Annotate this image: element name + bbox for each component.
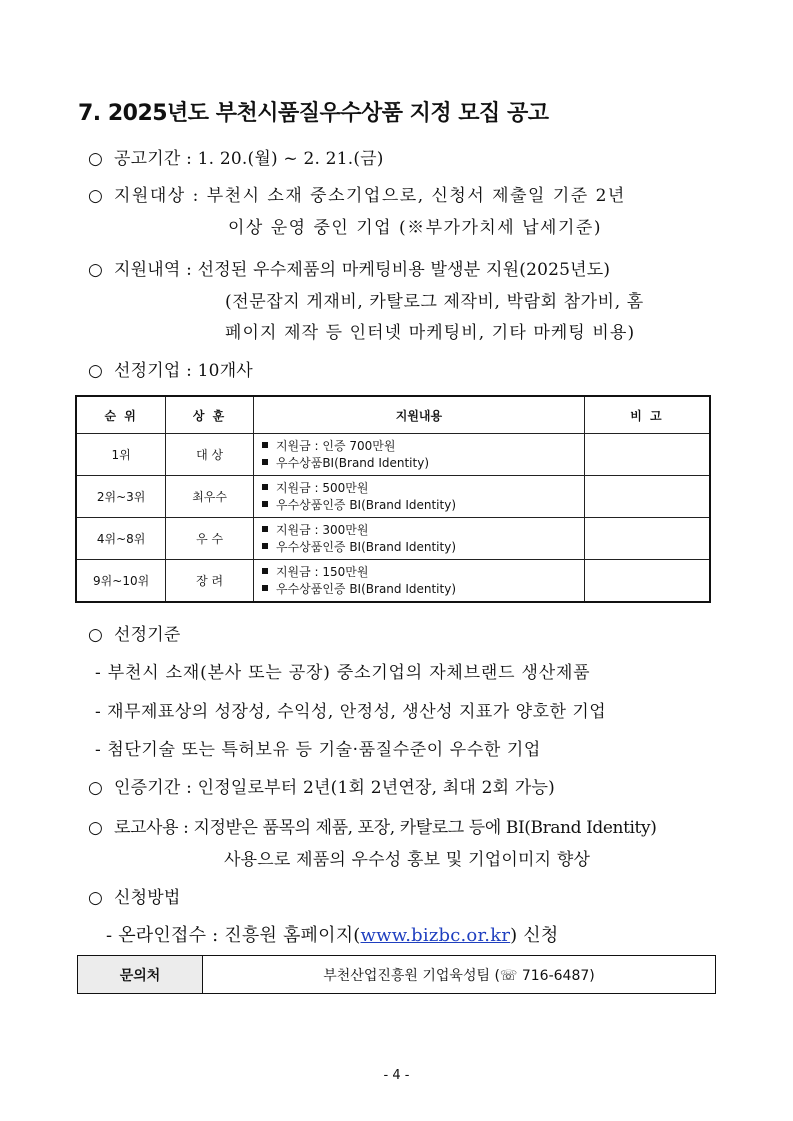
cert-period-colon: : (186, 778, 193, 798)
contact-row (78, 956, 716, 994)
dash-marker: - (106, 925, 113, 946)
support-text-3: 페이지 제작 등 인터넷 마케팅비, 기타 마케팅 비용) (225, 323, 636, 343)
criteria-text: 부천시 소재(본사 또는 공장) 중소기업의 자체브랜드 생산제품 (107, 663, 591, 683)
selected-colon: : (186, 361, 193, 381)
support-item-text: 우수상품인증 BI(Brand Identity) (275, 497, 457, 512)
criteria-text: 첨단기술 또는 특허보유 등 기술·품질수준이 우수한 기업 (107, 740, 541, 760)
bullet-circle: ○ (88, 818, 103, 838)
apply-online-line (106, 921, 558, 947)
support-cell (253, 476, 584, 518)
apply-label: 신청방법 (114, 888, 181, 908)
apply-line (88, 883, 181, 908)
rank-cell: 4위~8위 (76, 518, 166, 560)
table-row (76, 518, 710, 560)
support-item (262, 497, 584, 514)
square-bullet-icon (262, 484, 268, 490)
cert-period-label: 인증기간 (114, 778, 181, 798)
contact-label: 문의처 (78, 956, 203, 994)
criteria-item (95, 658, 590, 683)
header-note: 비 고 (584, 396, 710, 434)
period-value: 1. 20.(월) ~ 2. 21.(금) (197, 149, 384, 169)
period-label: 공고기간 (114, 149, 181, 169)
support-item (262, 564, 584, 581)
square-bullet-icon (262, 543, 268, 549)
criteria-item (95, 697, 606, 722)
cert-period-line (88, 773, 555, 798)
logo-use-colon: : (183, 818, 189, 838)
homepage-link[interactable]: www.bizbc.or.kr (360, 925, 511, 946)
page-number: - 4 - (383, 1068, 410, 1083)
bullet-circle: ○ (88, 149, 104, 169)
square-bullet-icon (262, 568, 268, 574)
support-item (262, 539, 584, 556)
support-item (262, 522, 584, 539)
square-bullet-icon (262, 442, 268, 448)
logo-use-line (88, 813, 656, 838)
table-header-row (76, 396, 710, 434)
selected-line (88, 356, 253, 381)
rank-cell: 1위 (76, 434, 166, 476)
support-item-text: 지원금 : 500만원 (275, 480, 369, 495)
support-item (262, 581, 584, 598)
target-line (88, 181, 626, 206)
award-cell: 대 상 (166, 434, 254, 476)
dash-marker: - (95, 663, 102, 683)
table-row (76, 434, 710, 476)
selected-value: 10개사 (197, 361, 253, 381)
support-item (262, 438, 584, 455)
support-item (262, 480, 584, 497)
header-rank: 순 위 (76, 396, 166, 434)
support-text-1: 선정된 우수제품의 마케팅비용 발생분 지원(2025년도) (197, 260, 611, 280)
dash-marker: - (95, 740, 102, 760)
selected-label: 선정기업 (114, 361, 181, 381)
awards-table (75, 395, 711, 603)
support-item-text: 우수상품BI(Brand Identity) (275, 455, 430, 470)
table-row (76, 476, 710, 518)
support-cell (253, 518, 584, 560)
support-item-text: 지원금 : 300만원 (275, 522, 369, 537)
table-row (76, 560, 710, 603)
apply-online-suffix: ) 신청 (510, 925, 559, 946)
bullet-circle: ○ (88, 778, 104, 798)
rank-cell: 2위~3위 (76, 476, 166, 518)
header-award: 상 훈 (166, 396, 254, 434)
support-cell (253, 560, 584, 603)
header-support: 지원내용 (253, 396, 584, 434)
criteria-label: 선정기준 (114, 625, 181, 645)
page-title: 7. 2025년도 부천시품질우수상품 지정 모집 공고 (78, 101, 549, 126)
support-line (88, 255, 610, 280)
square-bullet-icon (262, 526, 268, 532)
contact-value: 부천산업진흥원 기업육성팀 (☏ 716-6487) (203, 956, 716, 994)
support-text-2: (전문잡지 게재비, 카탈로그 제작비, 박람회 참가비, 홈 (225, 292, 644, 312)
square-bullet-icon (262, 585, 268, 591)
note-cell (584, 560, 710, 603)
period-line (88, 144, 384, 169)
logo-use-label: 로고사용 (114, 818, 179, 838)
criteria-line (88, 620, 181, 645)
bullet-circle: ○ (88, 625, 104, 645)
bullet-circle: ○ (88, 260, 104, 280)
contact-table (77, 955, 716, 994)
criteria-text: 재무제표상의 성장성, 수익성, 안정성, 생산성 지표가 양호한 기업 (107, 702, 607, 722)
target-colon: : (192, 186, 200, 206)
award-cell: 장 려 (166, 560, 254, 603)
note-cell (584, 476, 710, 518)
logo-use-text-1: 지정받은 품목의 제품, 포장, 카탈로그 등에 BI(Brand Identity) (193, 818, 657, 838)
support-item (262, 455, 584, 472)
period-colon: : (186, 149, 193, 169)
award-cell: 최우수 (166, 476, 254, 518)
support-item-text: 지원금 : 150만원 (275, 564, 369, 579)
bullet-circle: ○ (88, 361, 104, 381)
cert-period-value: 인정일로부터 2년(1회 2년연장, 최대 2회 가능) (197, 778, 555, 798)
support-item-text: 우수상품인증 BI(Brand Identity) (275, 581, 457, 596)
note-cell (584, 518, 710, 560)
support-item-text: 우수상품인증 BI(Brand Identity) (275, 539, 457, 554)
target-text-1: 부천시 소재 중소기업으로, 신청서 제출일 기준 2년 (206, 186, 626, 206)
rank-cell: 9위~10위 (76, 560, 166, 603)
note-cell (584, 434, 710, 476)
logo-use-text-2: 사용으로 제품의 우수성 홍보 및 기업이미지 향상 (224, 850, 591, 870)
support-item-text: 지원금 : 인증 700만원 (275, 438, 396, 453)
bullet-circle: ○ (88, 888, 104, 908)
bullet-circle: ○ (88, 186, 105, 206)
support-label: 지원내역 (114, 260, 181, 280)
criteria-item (95, 735, 541, 760)
target-text-2: 이상 운영 중인 기업 (※부가가치세 납세기준) (228, 218, 602, 238)
square-bullet-icon (262, 459, 268, 465)
dash-marker: - (95, 702, 102, 722)
target-label: 지원대상 (114, 186, 186, 206)
support-colon: : (186, 260, 193, 280)
square-bullet-icon (262, 501, 268, 507)
award-cell: 우 수 (166, 518, 254, 560)
support-cell (253, 434, 584, 476)
apply-online-prefix: 온라인접수 : 진흥원 홈페이지( (118, 925, 361, 946)
